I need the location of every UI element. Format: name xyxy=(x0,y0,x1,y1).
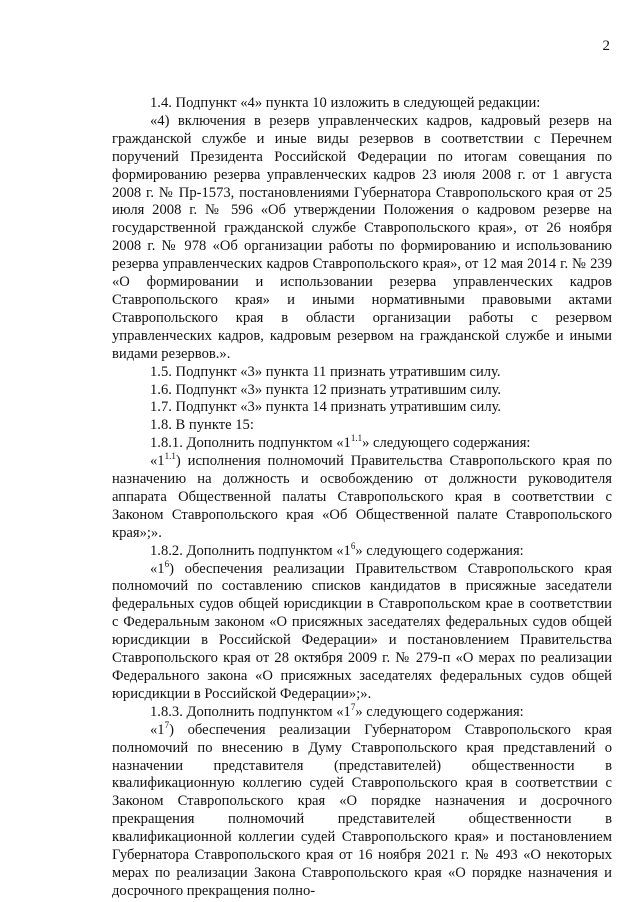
paragraph: «4) включения в резерв управленческих кадров, кадровый резерв на гражданской службе и иные виды резервов в соответствии с Перечнем поручений Президента Российской Федерации по итогам совещания по формированию резерва управленческих кадров 23 июля 2008 г. от 1 августа 2008 г. № Пр-1573, постановлениями Губернатора Ставропольского края от 25 июля 2008 г. № 596 «Об утверждении Положения о кадровом резерве на государственной гражданской службе Ставропольского края», от 26 ноября 2008 г. № 978 «Об организации работы по формированию и использованию резерва управленческих кадров Ставропольского края», от 12 мая 2014 г. № 239 «О формировании и использовании резерва управленческих кадров Ставропольского края» и иными нормативными правовыми актами Ставропольского края в области организации работы с резервом управленческих кадров, кадровым резервом на гражданской службе и иными видами резервов.». xyxy=(112,112,612,362)
paragraph: 1.5. Подпункт «3» пункта 11 признать утратившим силу. xyxy=(150,363,501,380)
paragraph-text: » следующего содержания: xyxy=(355,542,524,559)
page-number: 2 xyxy=(602,38,610,54)
paragraph-text: «1 xyxy=(150,721,165,738)
paragraph-text: » следующего содержания: xyxy=(355,703,524,720)
paragraph: 1.4. Подпункт «4» пункта 10 изложить в следующей редакции: xyxy=(150,95,541,111)
paragraph: 1.7. Подпункт «3» пункта 14 признать утратившим силу. xyxy=(150,399,502,416)
paragraph-text: ) обеспечения реализации Губернатором Ставропольского края полномочий по внесению в Думу Ставропольского края представлений о назначении представителя (представителей) общественности в квалификационную коллегию судей Ставропольского края в соответствии с Законом Ставропольского края «О порядке назначения и досрочного прекращения полномочий представителей общественности в квалификационной коллегии судей Ставропольского края» и постановлением Губернатора Ставропольского края от 16 ноября 2021 г. № 493 «О некоторых мерах по реализации Закона Ставропольского края «О порядке назначения и досрочного прекращения полно- xyxy=(112,721,612,899)
paragraph-text: 1.8.1. Дополнить подпунктом «1 xyxy=(150,435,351,452)
paragraph-text: » следующего содержания: xyxy=(362,435,531,452)
paragraph xyxy=(112,558,612,704)
paragraph-text: 1.8.2. Дополнить подпунктом «1 xyxy=(150,542,351,559)
superscript: 7 xyxy=(350,701,356,712)
paragraph xyxy=(112,453,612,543)
paragraph xyxy=(112,540,612,561)
paragraph: 1.8. В пункте 15: xyxy=(150,417,254,434)
superscript: 6 xyxy=(164,558,170,569)
superscript: 6 xyxy=(350,540,356,551)
paragraph xyxy=(112,719,612,901)
paragraph-text: ) обеспечения реализации Правительством Ставропольского края полномочий по составлению списков кандидатов в присяжные заседатели федеральных судов общей юрисдикции в Ставропольском крае в соответствии с Федеральным законом «О присяжных заседателях федеральных судов общей юрисдикции в Российской Федерации» и постановлением Правительства Ставропольского края от 28 октября 2009 г. № 279-п «О мерах по реализации Федерального закона «О присяжных заседателях федеральных судов общей юрисдикции в Российской Федерации»;». xyxy=(112,560,612,702)
superscript: 1.1 xyxy=(164,451,176,462)
paragraph xyxy=(112,701,612,722)
document-body xyxy=(112,95,612,901)
paragraph-text: «1 xyxy=(150,560,165,577)
paragraph-text: «1 xyxy=(150,453,165,470)
paragraph: 1.6. Подпункт «3» пункта 12 признать утратившим силу. xyxy=(150,381,502,398)
paragraph-text: ) исполнения полномочий Правительства Ставропольского края по назначению на должность и освобождению от должности руководителя аппарата Общественной палаты Ставропольского края в соответствии с Законом Ставропольского края «Об Общественной палате Ставропольского края»;». xyxy=(112,453,612,541)
superscript: 1.1 xyxy=(350,433,363,444)
superscript: 7 xyxy=(164,719,170,730)
paragraph-text: 1.8.3. Дополнить подпунктом «1 xyxy=(150,703,351,720)
paragraph xyxy=(112,435,612,453)
